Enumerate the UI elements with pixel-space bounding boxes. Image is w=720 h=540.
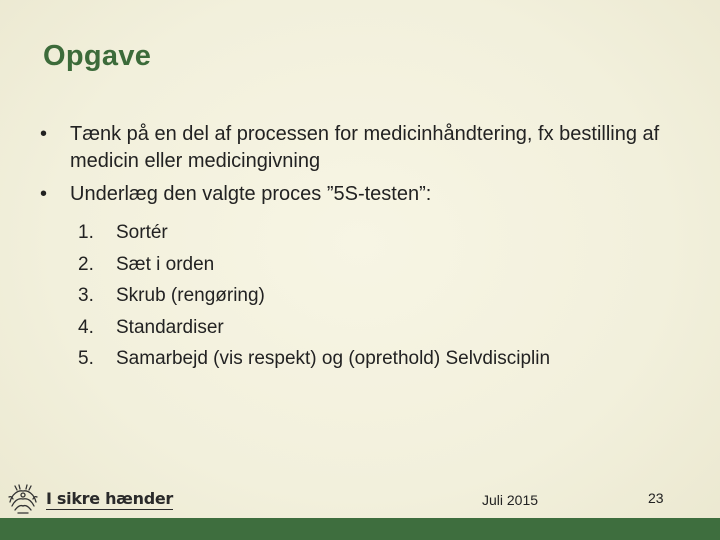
bullet-text: Tænk på en del af processen for medicinhåndtering, fx bestilling af medicin eller medicingivning (70, 123, 660, 172)
bullet-list (38, 121, 678, 214)
item-number: 1. (78, 222, 94, 243)
bullet-text: Underlæg den valgte proces ”5S-testen”: (70, 183, 432, 205)
logo (6, 482, 173, 516)
item-text: Sortér (116, 222, 168, 243)
numbered-item (78, 217, 550, 249)
numbered-item (78, 343, 550, 375)
numbered-list (78, 217, 550, 375)
footer-date: Juli 2015 (482, 492, 539, 508)
slide-title: Opgave (43, 40, 152, 72)
item-number: 4. (78, 316, 94, 338)
item-number: 3. (78, 285, 94, 306)
item-text: Sæt i orden (116, 253, 215, 275)
bullet-marker: • (40, 183, 48, 205)
item-text: Standardiser (116, 316, 224, 338)
bullet-marker: • (40, 123, 48, 145)
numbered-item (78, 280, 550, 312)
numbered-item (78, 249, 550, 281)
bullet-item (38, 181, 678, 208)
page-number: 23 (648, 490, 664, 506)
item-text: Samarbejd (vis respekt) og (oprethold) Selvdisciplin (116, 348, 551, 369)
logo-text: I sikre hænder (46, 488, 174, 508)
item-text: Skrub (rengøring) (116, 285, 265, 306)
footer-bar (0, 518, 720, 540)
bullet-item (38, 121, 678, 175)
hands-emblem-icon (6, 482, 40, 516)
item-number: 5. (78, 348, 94, 369)
numbered-item (78, 312, 550, 344)
item-number: 2. (78, 253, 94, 275)
